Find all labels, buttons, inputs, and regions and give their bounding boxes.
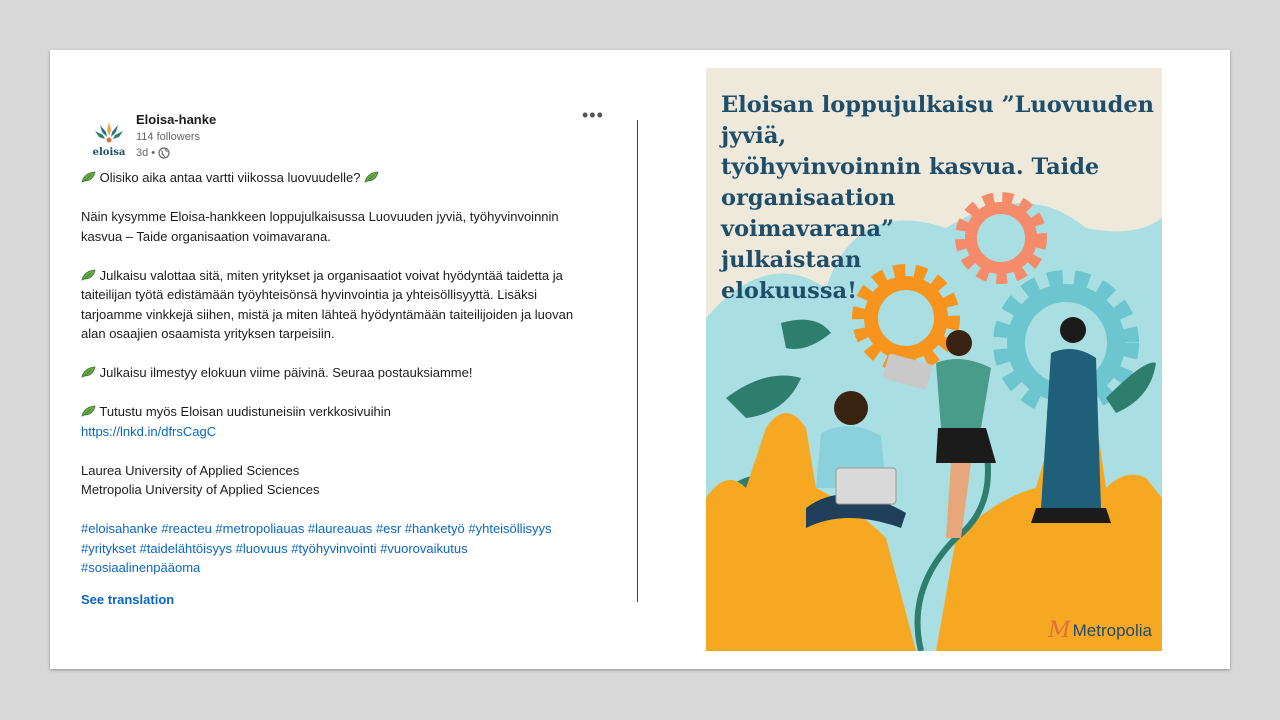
metropolia-logo bbox=[1048, 618, 1152, 643]
post-time bbox=[136, 145, 216, 161]
poster-title-line: Eloisan loppujulkaisu ”Luovuuden jyviä, bbox=[721, 92, 1155, 149]
paragraph-description bbox=[81, 266, 606, 344]
brand-name: Metropolia bbox=[1072, 621, 1152, 640]
hashtags[interactable] bbox=[81, 519, 606, 578]
poster-title-line: voimavarana” bbox=[721, 216, 894, 242]
paragraph-line: Näin kysymme Eloisa-hankkeen loppujulkaisussa Luovuuden jyviä, työhyvinvoinnin bbox=[81, 209, 559, 224]
paragraph-question bbox=[81, 168, 606, 188]
paragraph-text: Julkaisu ilmestyy elokuun viime päivinä. Seuraa postauksiamme! bbox=[99, 365, 473, 380]
paragraph-line: alan osaajien osaamista yrityksen tarpeisiin. bbox=[81, 326, 335, 341]
leaf-icon bbox=[364, 171, 379, 183]
eloisa-logo bbox=[86, 114, 132, 160]
paragraph-text: Julkaisu valottaa sitä, miten yritykset ja organisaatiot voivat hyödyntää taidetta ja bbox=[99, 267, 563, 283]
globe-icon bbox=[158, 147, 170, 159]
paragraph-line bbox=[81, 266, 606, 286]
poster-image[interactable] bbox=[706, 68, 1162, 651]
leaf-icon bbox=[81, 366, 96, 378]
slide bbox=[50, 50, 1230, 669]
hashtag-line[interactable]: #yritykset #taidelähtöisyys #luovuus #työhyvinvointi #vuorovaikutus bbox=[81, 540, 468, 556]
paragraph-intro bbox=[81, 207, 606, 246]
poster-title-line: julkaistaan bbox=[721, 247, 862, 273]
org-metropolia: Metropolia University of Applied Sciences bbox=[81, 482, 320, 497]
hashtag-line[interactable]: #sosiaalinenpääoma bbox=[81, 560, 201, 575]
paragraph-website bbox=[81, 402, 606, 441]
post-body bbox=[81, 168, 606, 609]
author-block bbox=[136, 111, 216, 161]
logo-text: eloisa bbox=[92, 147, 126, 158]
paragraph-line: taiteilijan työtä edistämään työyhteisönsä hyvinvointia ja yhteisöllisyyttä. Lisäksi bbox=[81, 287, 537, 302]
follower-count: 114 followers bbox=[136, 131, 200, 143]
org-laurea: Laurea University of Applied Sciences bbox=[81, 462, 300, 478]
divider bbox=[637, 120, 638, 602]
website-link[interactable]: https://lnkd.in/dfrsCagC bbox=[81, 423, 217, 439]
paragraph-line bbox=[81, 402, 606, 422]
more-options-icon[interactable]: ••• bbox=[582, 105, 604, 125]
paragraph-text: Tutustu myös Eloisan uudistuneisiin verkkosivuihin bbox=[99, 404, 391, 419]
paragraph-line: kasvua – Taide organisaation voimavarana. bbox=[81, 228, 331, 244]
hashtag-line[interactable]: #eloisahanke #reacteu #metropoliauas #laureauas #esr #hanketyö #yhteisöllisyys bbox=[81, 521, 552, 536]
leaf-icon bbox=[81, 269, 96, 281]
organizations bbox=[81, 461, 606, 500]
poster-title bbox=[721, 90, 1161, 307]
paragraph-release bbox=[81, 363, 606, 383]
post-age: 3d • bbox=[136, 147, 156, 159]
metropolia-mark-icon: M bbox=[1048, 618, 1071, 643]
poster-title-line: organisaation bbox=[721, 185, 896, 211]
author-name[interactable]: Eloisa-hanke bbox=[136, 112, 217, 127]
poster-title-line: elokuussa! bbox=[721, 278, 857, 304]
paragraph-text: Olisiko aika antaa vartti viikossa luovuudelle? bbox=[99, 170, 361, 185]
leaf-icon bbox=[81, 405, 96, 417]
leaf-icon bbox=[81, 171, 96, 183]
paragraph-line: tarjoamme vinkkejä siihen, mistä ja miten lähteä hyödyntämään taiteilijoiden ja luovan bbox=[81, 306, 574, 322]
see-translation-link[interactable]: See translation bbox=[81, 591, 175, 607]
poster-title-line: työhyvinvoinnin kasvua. Taide bbox=[721, 154, 1100, 180]
